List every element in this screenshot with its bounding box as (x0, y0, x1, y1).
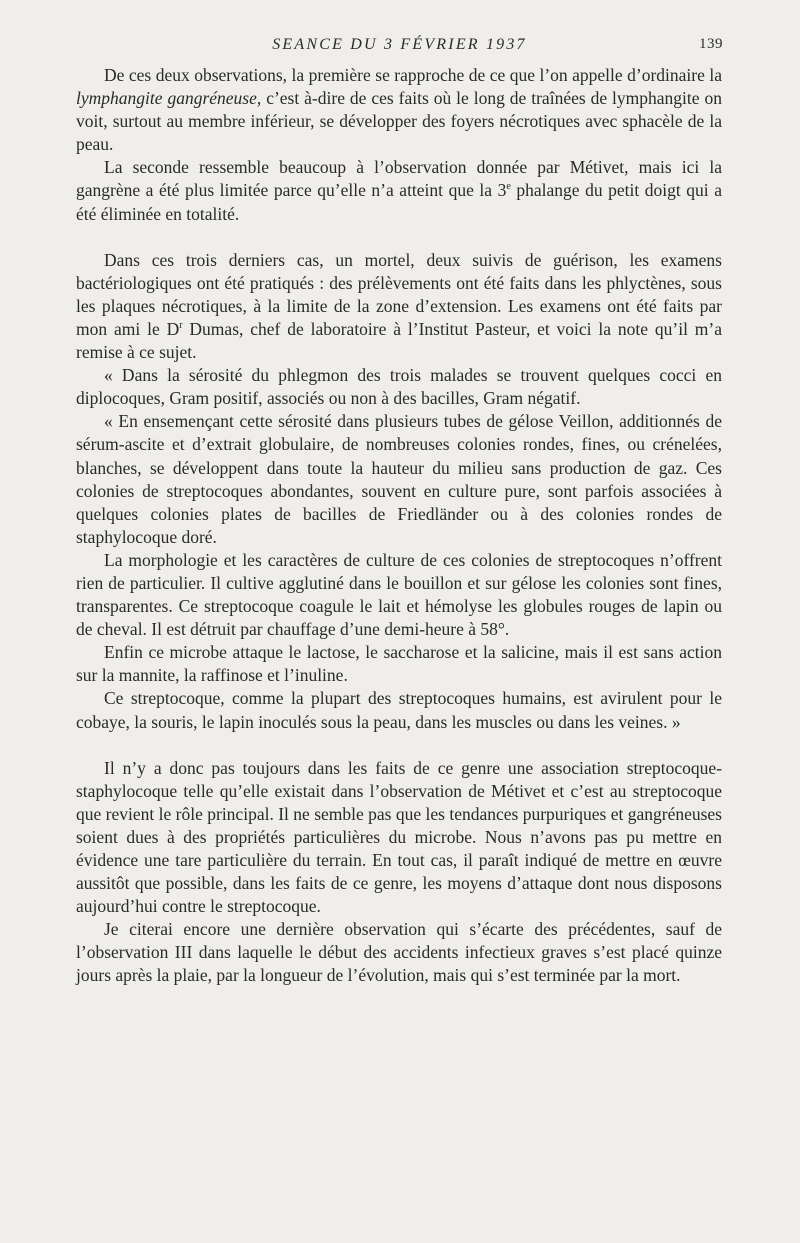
paragraph-3-superscript: r (179, 320, 183, 332)
paragraph-10: Je citerai encore une dernière observation qui s’écarte des précédentes, sauf de l’observation III dans laquelle le début des accidents infectieux graves s’est placé quinze jours après la plaie, par la longueur de l’évolution, mais qui s’est terminée par la mort. (76, 919, 722, 986)
paragraph-2-text-b: phalange du petit doigt qui a été éliminée en totalité. (76, 180, 722, 224)
paragraph-6: La morphologie et les caractères de culture de ces colonies de streptocoques n’offrent rien de particulier. Il cultive agglutiné dans le bouillon et sur gélose les colonies sont fines, transparentes. Ce streptocoque coagule le lait et hémolyse les globules rouges de lapin ou de cheval. Il est détruit par chauffage d’une demi-heure à 58°. (76, 549, 722, 640)
paragraph-3-text-b: Dumas, chef de laboratoire à l’Institut Pasteur, et voici la note qu’il m’a remise à ce sujet. (76, 318, 723, 363)
running-head-title: SEANCE DU 3 FÉVRIER 1937 (272, 36, 527, 53)
paragraph-1 (76, 64, 722, 156)
paragraph-3-text-a: Dans ces trois derniers cas, un mortel, deux suivis de guérison, les examens bactériologiques ont été pratiqués : des prélèvements ont été faits dans les phlyctènes, sous les plaques nécrotiques, à la limite de la zone d’extension. Les examens ont été faits par mon ami le D (76, 249, 722, 339)
paragraph-7: Enfin ce microbe attaque le lactose, le saccharose et la salicine, mais il est sans action sur la mannite, la raffinose et l’inuline. (76, 642, 722, 686)
paragraph-2-text-a: La seconde ressemble beaucoup à l’observation donnée par Métivet, mais ici la gangrène a été plus limitée parce qu’elle n’a atteint que la 3 (76, 157, 722, 201)
paragraph-1-italic: lymphangite gangréneuse, (76, 88, 262, 109)
running-head (76, 36, 723, 58)
paragraph-9: Il n’y a donc pas toujours dans les faits de ce genre une association streptocoque-staphylocoque telle qu’elle existait dans l’observation de Métivet et c’est au streptocoque que revient le rôle principal. Il ne semble pas que les tendances purpuriques et gangréneuses soient dues à des propriétés particulières du microbe. Nous n’avons pas pu mettre en évidence une tare particulière du terrain. En tout cas, il paraît indiqué de mettre en œuvre aussitôt que possible, dans les faits de ce genre, les moyens d’attaque dont nous disposons aujourd’hui contre le streptocoque. (76, 757, 722, 917)
paragraph-8: Ce streptocoque, comme la plupart des streptocoques humains, est avirulent pour le cobaye, la souris, le lapin inoculés sous la peau, dans les muscles ou dans les veines. » (76, 688, 722, 732)
body-text (76, 64, 722, 988)
paragraph-2 (76, 156, 722, 225)
paragraph-4: « Dans la sérosité du phlegmon des trois malades se trouvent quelques cocci en diplocoques, Gram positif, associés ou non à des bacilles, Gram négatif. (76, 365, 722, 409)
paragraph-3 (76, 249, 722, 364)
paragraph-5: « En ensemençant cette sérosité dans plusieurs tubes de gélose Veillon, additionnés de sérum-ascite et d’extrait globulaire, de nombreuses colonies rondes, fines, ou crénelées, blanches, se développent dans toute la hauteur du milieu sans production de gaz. Ces colonies de streptocoques abondantes, souvent en culture pure, sont parfois associées à quelques colonies plates de bacilles de Friedländer ou à des colonies rondes de staphylocoque doré. (76, 411, 722, 547)
paragraph-1-text: De ces deux observations, la première se rapproche de ce que l’on appelle d’ordinaire la (104, 65, 722, 85)
paragraph-1-rest: c’est à-dire de ces faits où le long de traînées de lymphangite on voit, surtout au membre inférieur, se développer des foyers nécrotiques avec sphacèle de la peau. (76, 88, 722, 155)
page-number: 139 (699, 36, 723, 52)
paragraph-2-superscript: e (506, 181, 511, 193)
